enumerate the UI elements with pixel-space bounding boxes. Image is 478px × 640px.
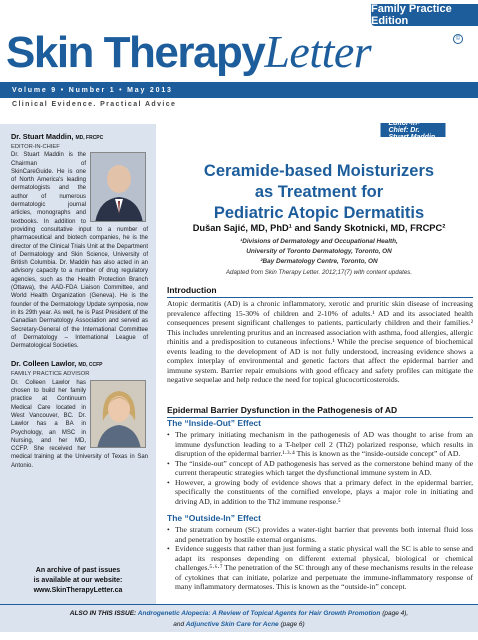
bio-lawlor-role: FAMILY PRACTICE ADVISOR — [11, 371, 90, 378]
footer-label: ALSO IN THIS ISSUE: — [69, 610, 137, 617]
archive-line-1: An archive of past issues — [35, 567, 121, 574]
volume-bar — [0, 82, 478, 98]
outside-in-heading: The “Outside-In” Effect — [167, 513, 261, 523]
footer-line-2 — [0, 619, 478, 630]
archive-url-link[interactable]: www.SkinTherapyLetter.ca — [33, 587, 123, 594]
bio-maddin-name-line — [11, 132, 148, 143]
archive-line-2: is available at our website: — [33, 577, 123, 584]
introduction-text: Atopic dermatitis (AD) is a chronic inflammatory, xerotic and pruritic skin disease of increasing prevalence affecting 15-30% of children and 2-10% of adults.¹ AD and its associated health consequences present significant challenges to patients, particularly children and their families.² This includes unrelenting pruritus and an increased association with asthma, food allergies, allergic rhinitis and a predisposition to cutaneous infections.¹ While the precise sequence of biochemical events leading to the development of AD is not fully understood, increasing evidence shows a complex interplay of environmental and genetic factors that affect the epidermal barrier and immune system. Barrier repair emulsions with good efficacy and safety profiles can mitigate the negative sequelae and help reduce the need for topical glucocorticosteroids. — [167, 299, 473, 384]
bio-lawlor — [11, 359, 148, 470]
affiliation-2: University of Toronto Dermatology, Toronto, ON — [246, 248, 392, 255]
bio-lawlor-name-line — [11, 359, 148, 370]
list-item: • The “inside-out” concept of AD pathogenesis has served as the cornerstone behind many of the current therapeutic strategies which target the dysfunctional immune system in AD. — [167, 459, 473, 478]
volume-text: Volume 9 • Number 1 • May 2013 — [12, 86, 173, 94]
list-item: • However, a growing body of evidence shows that a primary defect in the epidermal barrier, specifically the constituents of the cornified envelope, plays a major role in initiating and driving AD, in addition to the Th2 immune response.⁵ — [167, 478, 473, 507]
bio-lawlor-name: Dr. Colleen Lawlor, — [11, 359, 77, 369]
list-item: • The stratum corneum (SC) provides a water-tight barrier that prevents both internal fluid loss and penetration by hostile external organisms. — [167, 525, 473, 544]
footer-line-1 — [0, 608, 478, 619]
barrier-dysfunction-heading: Epidermal Barrier Dysfunction in the Pathogenesis of AD — [167, 405, 473, 418]
editor-in-chief-badge: Editor-in-Chief: Dr. Stuart Maddin — [381, 123, 446, 137]
footer-item-1-link[interactable]: Androgenetic Alopecia: A Review of Topical Agents for Hair Growth Promotion — [137, 610, 381, 617]
bio-maddin-credentials: MD, FRCPC — [75, 135, 104, 141]
sidebar — [0, 124, 156, 622]
article-title — [160, 161, 478, 224]
title-part-2: Letter — [264, 26, 372, 77]
outside-in-list — [167, 525, 473, 592]
edition-badge: Family Practice Edition — [371, 4, 478, 26]
bio-lawlor-text: Dr. Colleen Lawlor has chosen to build her family practice at Continuum Medical Care located in West Vancouver, BC. Dr. Lawlor has a BA in Psychology, an MSC in Nursing, and her MD, CCFP. She received her medical training at the University of Texas in San Antonio. — [11, 379, 148, 469]
also-in-this-issue-bar — [0, 604, 478, 632]
archive-notice — [0, 566, 156, 596]
adapted-note: Adapted from Skin Therapy Letter. 2012;17(7) with content updates. — [225, 269, 413, 276]
article-authors: Dušan Sajić, MD, PhD¹ and Sandy Skotnicki, MD, FRCPC² — [192, 223, 446, 233]
bio-maddin — [11, 132, 148, 350]
bio-maddin-name: Dr. Stuart Maddin, — [11, 132, 74, 141]
footer-item-2-page: (page 6) — [280, 621, 305, 628]
copyright-icon: © — [453, 34, 463, 44]
affiliation-3: ²Bay Dermatology Centre, Toronto, ON — [260, 258, 378, 265]
title-part-1: Skin Therapy — [6, 28, 265, 77]
article-title-line-2: as Treatment for — [254, 183, 384, 201]
inside-out-heading: The “Inside-Out” Effect — [167, 418, 261, 428]
footer-item-1-page: (page 4), — [382, 610, 409, 617]
list-item: • Evidence suggests that rather than just forming a static physical wall the SC is able to sense and adapt its responses depending on different external physical, biological or chemical challenges.⁵·⁶·⁷ The penetration of the SC through any of these mechanisms results in the release of cytokines that can initiate, polarize and perpetuate the immune-inflammatory response of many inflammatory dermatoses. This is known as the “outside-in” concept. — [167, 544, 473, 592]
inside-out-list — [167, 430, 473, 506]
introduction-heading: Introduction — [167, 285, 473, 298]
newsletter-title — [6, 28, 466, 76]
article-affiliations — [160, 237, 478, 267]
bio-maddin-text: Dr. Stuart Maddin is the Chairman of SkinCareGuide. He is one of North America's leading dermatologists and the author of numerous dermatologic journal articles, monographs and textbooks. In addition to providing consultative input to a number of pharmaceutical and biotech companies, he is the director of the Clinical Trials Unit at the Department of Dermatology and Skin Science, University of British Columbia. Dr. Maddin has also acted in an advisory capacity to a number of drug regulatory agencies, such as the Health Protection Branch (Ottawa), the AAD-FDA Liaison Committee, and World Health Organization (Geneva). He is the founder of the Dermatology Update symposia, now in its 29th year. As well, he is Past President of the Canadian Dermatology Association and served as Secretary-General of the International Committee of Dermatology – International League of Dermatological Societies. — [11, 152, 148, 350]
bio-lawlor-credentials: MD, CCFP — [78, 362, 103, 369]
footer-connector: and — [173, 621, 185, 628]
affiliation-1: ¹Divisions of Dermatology and Occupational Health, — [240, 238, 398, 245]
tagline: Clinical Evidence. Practical Advice — [12, 101, 177, 108]
list-item: • The primary initiating mechanism in the pathogenesis of AD was thought to arise from an immune dysfunction leading to a T-helper cell 2 (Th2) polarized response, which results in disruption of the epidermal barrier.¹·³·⁴ This is known as the “inside-outside concept” of AD. — [167, 430, 473, 459]
article-title-line-3: Pediatric Atopic Dermatitis — [213, 204, 425, 222]
bio-maddin-role: EDITOR-IN-CHIEF — [11, 144, 60, 150]
footer-item-2-link[interactable]: Adjunctive Skin Care for Acne — [185, 621, 279, 628]
portrait-photo-maddin — [90, 152, 146, 222]
article-title-line-1: Ceramide-based Moisturizers — [203, 162, 435, 180]
portrait-photo-lawlor — [90, 380, 146, 448]
